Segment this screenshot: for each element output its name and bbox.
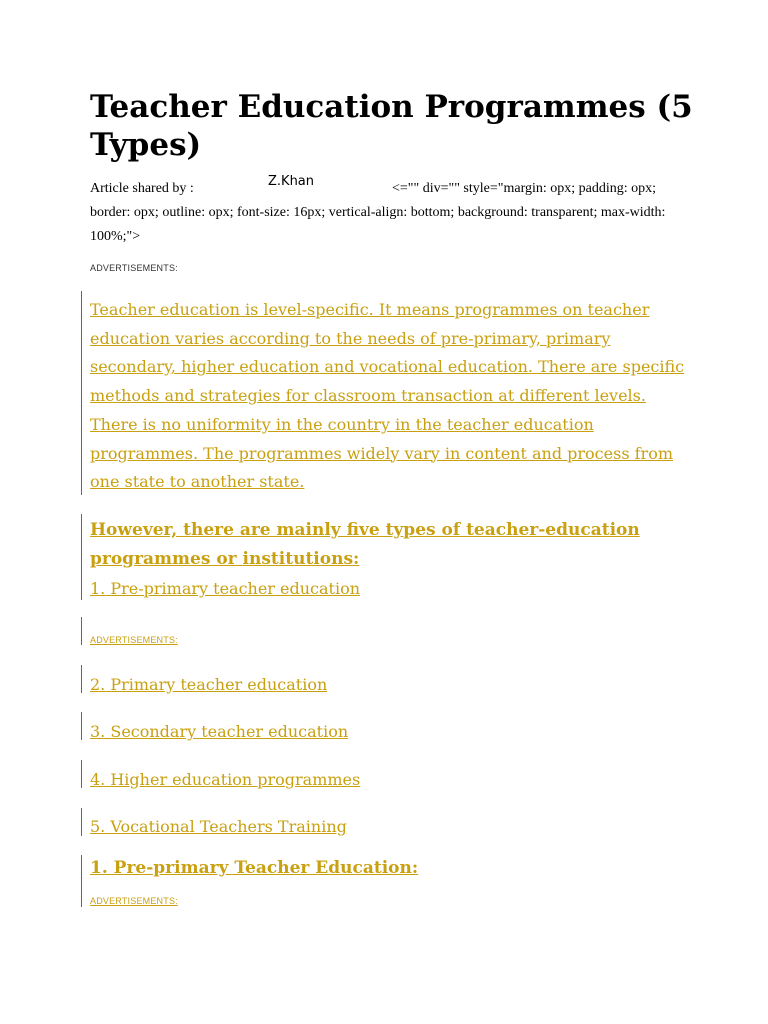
- type-item-2-link[interactable]: 2. Primary teacher education: [90, 675, 328, 694]
- advertisement-label-top: ADVERTISEMENTS:: [90, 263, 178, 273]
- intro-paragraph-link[interactable]: Teacher education is level-specific. It means programmes on teacher education varies according to the needs of pre-primary, primary secondary, higher education and vocational education. There are specific methods and strategies for classroom transaction at different levels. There is no uniformity in the country in the teacher education programmes. The programmes widely vary in content and process from one state to another state.: [90, 300, 685, 492]
- type-item-1-link[interactable]: 1. Pre-primary teacher education: [90, 579, 361, 598]
- quote-bar: [81, 712, 82, 740]
- code-fragment-text: border: opx; outline: opx; font-size: 16px; vertical-align: bottom; background: transparent; max-width: 100%;">: [90, 205, 666, 244]
- types-heading-link[interactable]: However, there are mainly five types of teacher-education programmes or institutions:: [90, 520, 640, 569]
- author-name: Z.Khan: [268, 174, 315, 189]
- quote-bar: [81, 808, 82, 836]
- code-fragment-line-2: [90, 201, 700, 249]
- quote-bar: [81, 514, 82, 600]
- quote-bar: [81, 855, 82, 907]
- type-item-4-link[interactable]: 4. Higher education programmes: [90, 770, 361, 789]
- type-item-3-link[interactable]: 3. Secondary teacher education: [90, 722, 349, 741]
- advertisement-label-link[interactable]: ADVERTISEMENTS:: [90, 635, 178, 645]
- section-heading-link[interactable]: 1. Pre-primary Teacher Education:: [90, 858, 419, 878]
- quote-bar: [81, 665, 82, 693]
- quote-bar: [81, 760, 82, 788]
- article-title: Teacher Education Programmes (5 Types): [90, 89, 693, 163]
- code-fragment-line-1: <="" div="" style="margin: opx; padding: opx;: [392, 181, 657, 196]
- quote-bar: [81, 617, 82, 645]
- byline-label: Article shared by :: [90, 181, 194, 196]
- quote-bar: [81, 291, 82, 495]
- type-item-5-link[interactable]: 5. Vocational Teachers Training: [90, 817, 347, 836]
- advertisement-label-link[interactable]: ADVERTISEMENTS:: [90, 896, 178, 906]
